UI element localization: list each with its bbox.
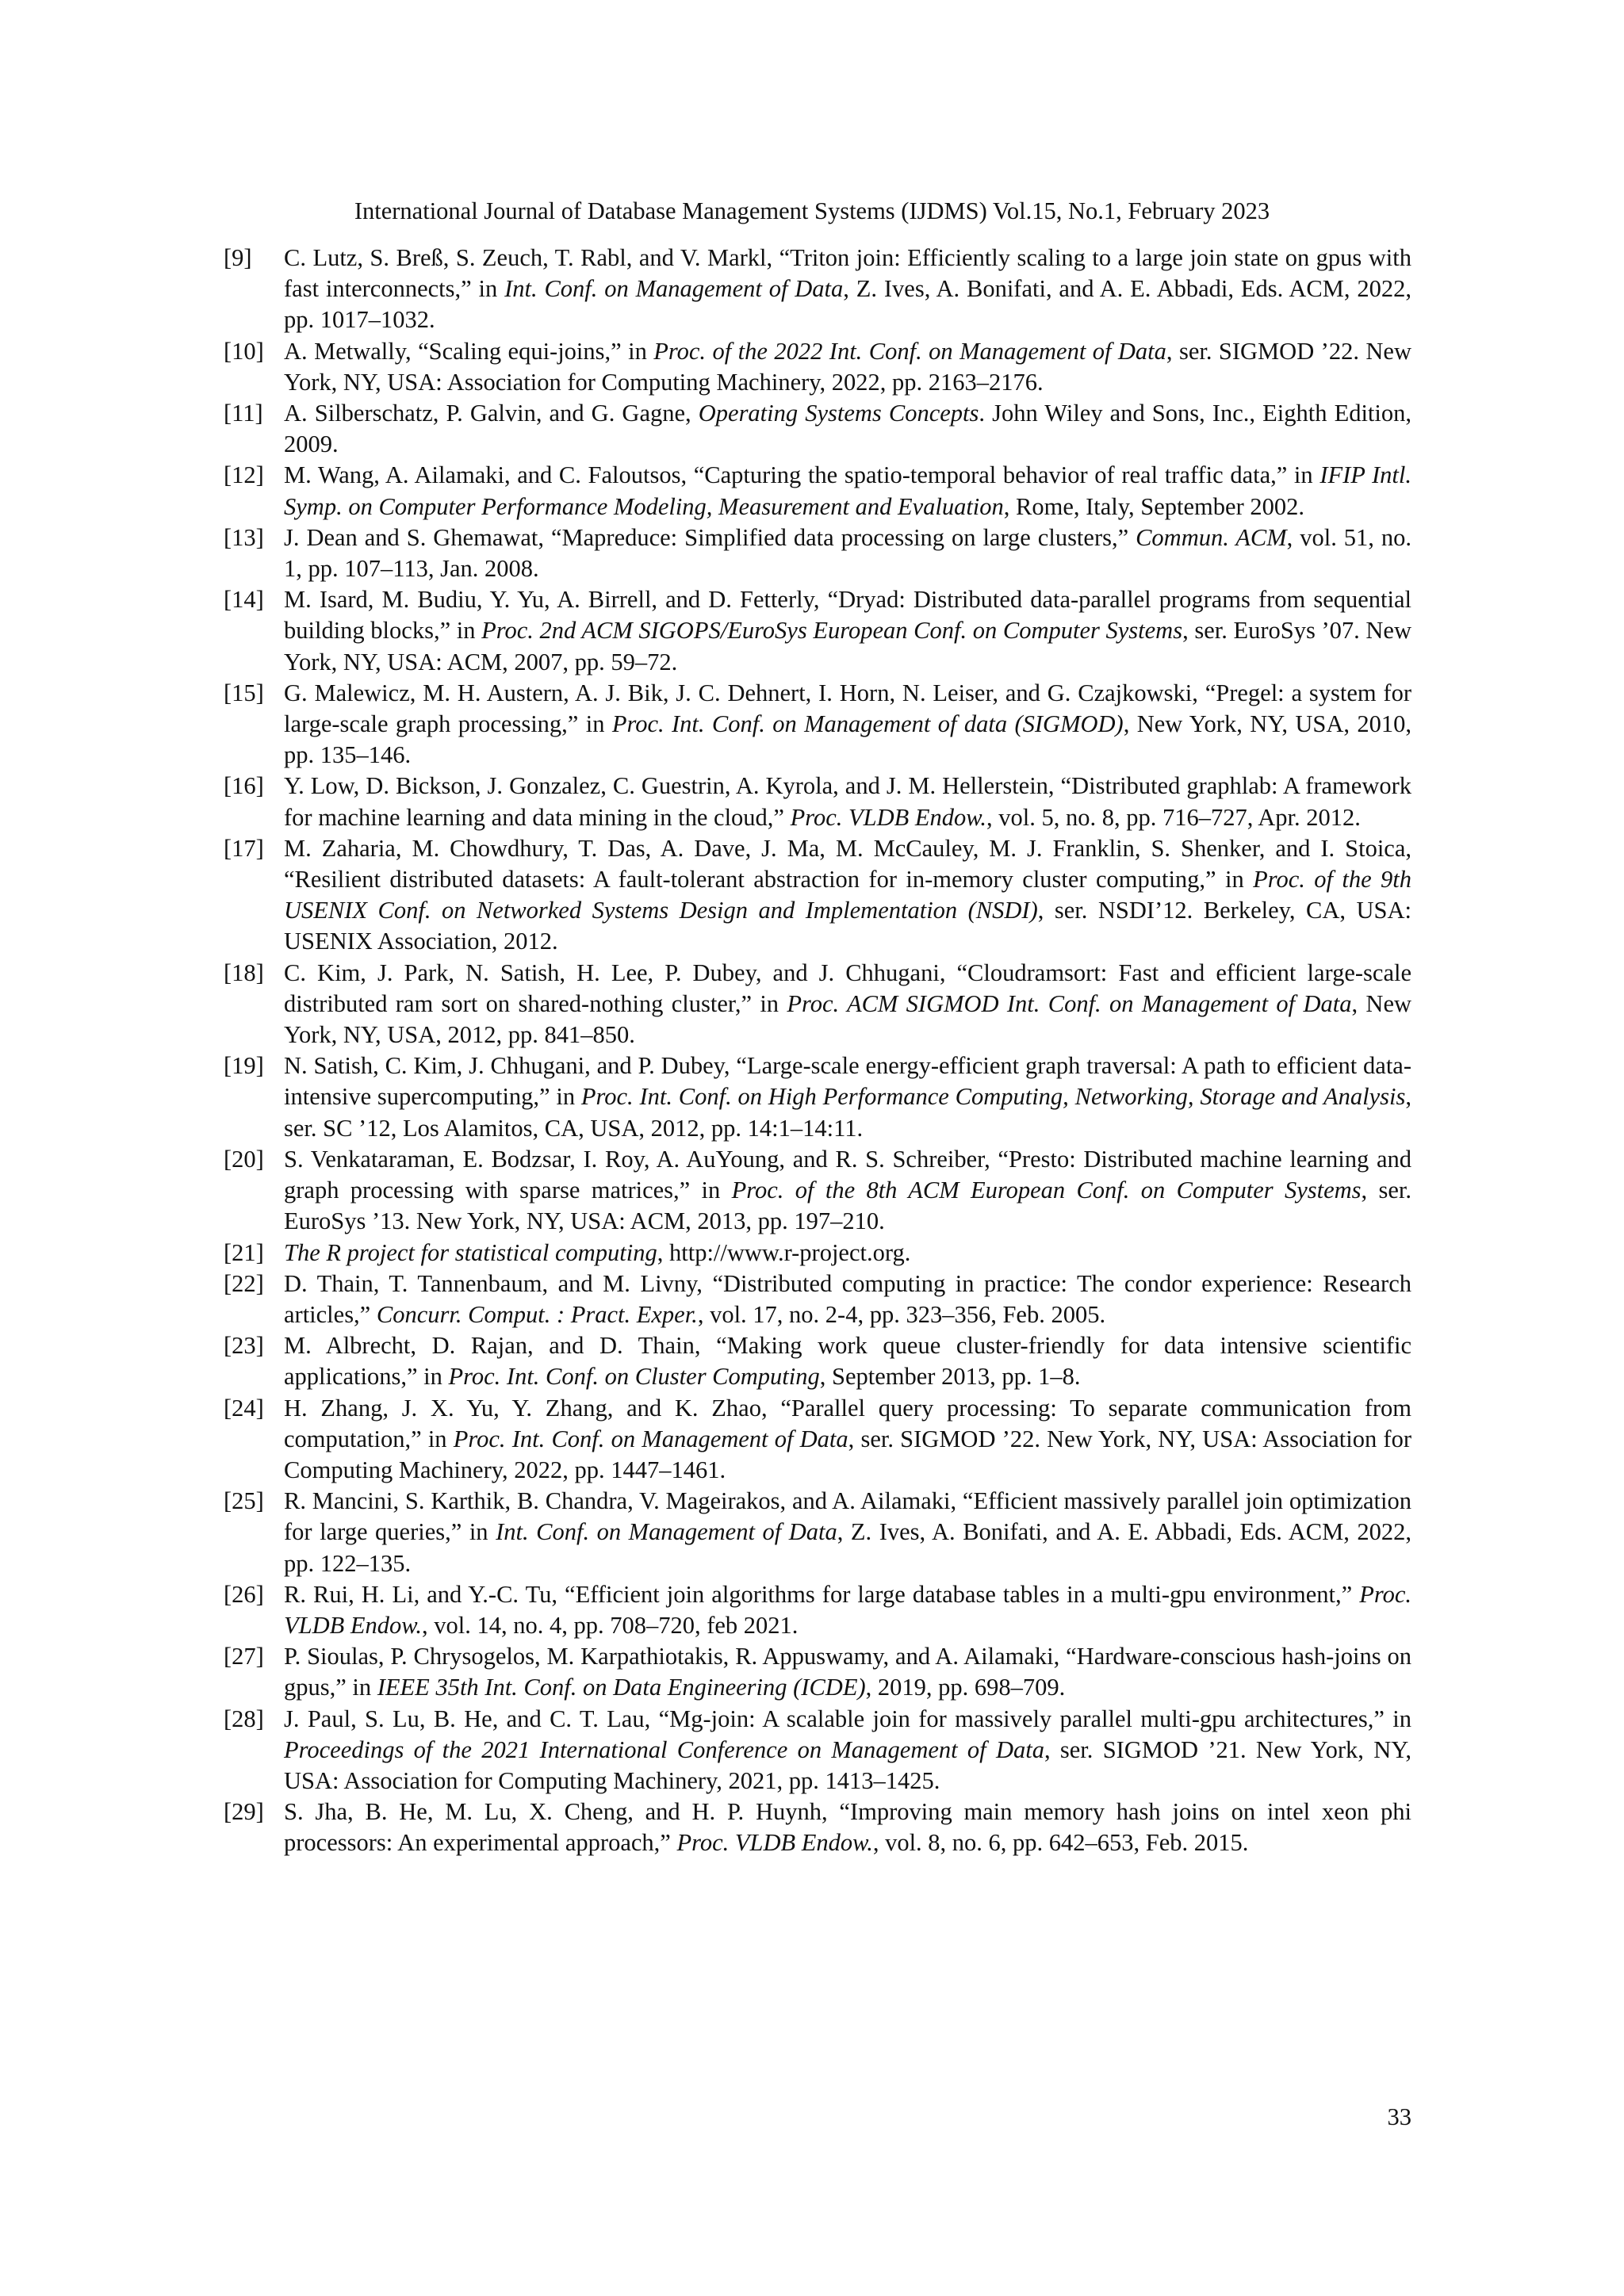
reference-segment: M. Wang, A. Ailamaki, and C. Faloutsos, “Capturing the spatio-temporal behavior of real traffic data,” in <box>284 461 1320 489</box>
reference-segment: , vol. 51, no. 1, pp. 107–113, Jan. 2008. <box>284 523 1411 583</box>
reference-text <box>284 522 1411 584</box>
reference-venue: Proc. Int. Conf. on Management of Data <box>453 1425 848 1452</box>
reference-entry <box>224 833 1411 958</box>
reference-number: [26] <box>224 1580 264 1608</box>
reference-segment: J. Dean and S. Ghemawat, “Mapreduce: Simplified data processing on large clusters,” <box>284 523 1136 551</box>
reference-entry <box>224 1050 1411 1144</box>
reference-segment: , 2019, pp. 698–709. <box>865 1674 1066 1701</box>
reference-entry <box>224 584 1411 678</box>
reference-segment: J. Paul, S. Lu, B. He, and C. T. Lau, “Mg-join: A scalable join for massively parallel multi-gpu architectures,” in <box>284 1705 1411 1732</box>
reference-segment: M. Isard, M. Budiu, Y. Yu, A. Birrell, and D. Fetterly, “Dryad: Distributed data-parallel programs from sequential building blocks,” in <box>284 586 1411 645</box>
reference-entry <box>224 1330 1411 1392</box>
reference-segment: S. Venkataraman, E. Bodzsar, I. Roy, A. AuYoung, and R. S. Schreiber, “Presto: Distributed machine learning and graph processing with sparse matrices,” in <box>284 1145 1411 1204</box>
reference-venue: Proc. VLDB Endow. <box>676 1829 873 1857</box>
reference-segment: S. Jha, B. He, M. Lu, X. Cheng, and H. P. Huynh, “Improving main memory hash joins on intel xeon phi processors: An experimental approach,” <box>284 1798 1411 1857</box>
reference-number: [25] <box>224 1487 264 1515</box>
reference-segment: G. Malewicz, M. H. Austern, A. J. Bik, J. C. Dehnert, I. Horn, N. Leiser, and G. Czajkowski, “Pregel: a system for large-scale graph processing,” in <box>284 679 1411 738</box>
reference-segment: H. Zhang, J. X. Yu, Y. Zhang, and K. Zhao, “Parallel query processing: To separate communication from computation,” in <box>284 1394 1411 1452</box>
reference-entry <box>224 1641 1411 1703</box>
reference-text <box>284 678 1411 771</box>
reference-text <box>284 1704 1411 1797</box>
reference-text <box>284 1797 1411 1858</box>
reference-entry <box>224 336 1411 398</box>
reference-segment: C. Kim, J. Park, N. Satish, H. Lee, P. Dubey, and J. Chhugani, “Cloudramsort: Fast and efficient large-scale distributed ram sort on shared-nothing cluster,” in <box>284 959 1411 1017</box>
reference-number: [13] <box>224 523 264 551</box>
reference-segment: , vol. 5, no. 8, pp. 716–727, Apr. 2012. <box>986 803 1361 831</box>
page-number: 33 <box>1387 2103 1411 2130</box>
reference-venue: IFIP Intl. Symp. on Computer Performance Modeling, Measurement and Evaluation <box>284 461 1411 520</box>
reference-entry <box>224 1797 1411 1858</box>
reference-segment: , ser. SIGMOD ’22. New York, NY, USA: Association for Computing Machinery, 2022, pp. 1447–1461. <box>284 1425 1411 1483</box>
reference-text <box>284 460 1411 522</box>
reference-text <box>284 1050 1411 1144</box>
reference-venue: Operating Systems Concepts <box>698 400 979 427</box>
reference-segment: , ser. NSDI’12. Berkeley, CA, USA: USENIX Association, 2012. <box>284 897 1411 955</box>
running-header: International Journal of Database Management Systems (IJDMS) Vol.15, No.1, February 2023 <box>354 197 1270 224</box>
reference-segment: , New York, NY, USA, 2012, pp. 841–850. <box>284 989 1412 1049</box>
reference-number: [10] <box>224 337 264 365</box>
reference-number: [18] <box>224 959 264 986</box>
reference-text <box>284 1393 1411 1487</box>
reference-entry <box>224 243 1411 336</box>
reference-segment: M. Albrecht, D. Rajan, and D. Thain, “Making work queue cluster-friendly for data intensive scientific applications,” in <box>284 1332 1411 1391</box>
reference-number: [15] <box>224 679 264 706</box>
reference-venue: Commun. ACM <box>1136 523 1287 551</box>
reference-text <box>284 1641 1411 1703</box>
reference-text <box>284 1486 1411 1579</box>
reference-segment: , New York, NY, USA, 2010, pp. 135–146. <box>284 710 1411 769</box>
reference-text <box>284 1144 1411 1238</box>
reference-segment: , ser. EuroSys ’07. New York, NY, USA: ACM, 2007, pp. 59–72. <box>284 617 1411 675</box>
reference-number: [29] <box>224 1798 264 1826</box>
reference-segment: , ser. EuroSys ’13. New York, NY, USA: ACM, 2013, pp. 197–210. <box>284 1177 1412 1235</box>
reference-entry <box>224 398 1411 460</box>
reference-number: [23] <box>224 1332 264 1360</box>
reference-venue: Proc. of the 8th ACM European Conf. on Computer Systems <box>731 1177 1362 1204</box>
reference-venue: Proc. ACM SIGMOD Int. Conf. on Management of Data <box>787 989 1352 1017</box>
reference-text <box>284 833 1411 958</box>
reference-number: [21] <box>224 1238 264 1266</box>
reference-text <box>284 398 1411 460</box>
reference-segment: , ser. SIGMOD ’22. New York, NY, USA: Association for Computing Machinery, 2022, pp. 2163–2176. <box>284 337 1411 396</box>
reference-number: [16] <box>224 772 264 800</box>
reference-text <box>284 584 1411 678</box>
reference-number: [17] <box>224 834 264 862</box>
reference-segment: , vol. 8, no. 6, pp. 642–653, Feb. 2015. <box>872 1829 1249 1857</box>
reference-segment: R. Rui, H. Li, and Y.-C. Tu, “Efficient join algorithms for large database tables in a multi-gpu environment,” <box>284 1580 1360 1608</box>
reference-text <box>284 1238 1411 1269</box>
reference-text <box>284 1330 1411 1392</box>
reference-number: [24] <box>224 1394 264 1422</box>
reference-entry <box>224 678 1411 771</box>
reference-entry <box>224 771 1411 832</box>
reference-segment: A. Silberschatz, P. Galvin, and G. Gagne, <box>284 400 699 427</box>
reference-segment: , http://www.r-project.org. <box>657 1238 911 1266</box>
reference-segment: A. Metwally, “Scaling equi-joins,” in <box>284 337 654 365</box>
reference-segment: N. Satish, C. Kim, J. Chhugani, and P. Dubey, “Large-scale energy-efficient graph traversal: A path to efficient data-intensive supercomputing,” in <box>284 1052 1411 1111</box>
reference-venue: Proc. VLDB Endow. <box>790 803 986 831</box>
reference-text <box>284 336 1411 398</box>
reference-text <box>284 1269 1411 1330</box>
reference-venue: Proceedings of the 2021 International Conference on Management of Data <box>284 1735 1044 1763</box>
reference-venue: Proc. of the 2022 Int. Conf. on Management of Data <box>653 337 1166 365</box>
reference-segment: , vol. 14, no. 4, pp. 708–720, feb 2021. <box>421 1611 799 1639</box>
reference-segment: , ser. SIGMOD ’21. New York, NY, USA: Association for Computing Machinery, 2021, pp. 1413–1425. <box>284 1735 1411 1794</box>
reference-number: [11] <box>224 400 263 427</box>
reference-text <box>284 958 1411 1051</box>
reference-segment: R. Mancini, S. Karthik, B. Chandra, V. Mageirakos, and A. Ailamaki, “Efficient massively parallel join optimization for large queries,” in <box>284 1487 1411 1546</box>
reference-segment: D. Thain, T. Tannenbaum, and M. Livny, “Distributed computing in practice: The condor experience: Research articles,” <box>284 1269 1411 1328</box>
reference-entry <box>224 958 1411 1051</box>
reference-number: [19] <box>224 1052 264 1080</box>
reference-venue: IEEE 35th Int. Conf. on Data Engineering (ICDE) <box>377 1674 866 1701</box>
reference-segment: , Rome, Italy, September 2002. <box>1003 492 1304 520</box>
reference-entry <box>224 522 1411 584</box>
reference-venue: Proc. Int. Conf. on High Performance Computing, Networking, Storage and Analysis <box>580 1083 1406 1111</box>
reference-number: [22] <box>224 1269 264 1297</box>
reference-segment: , Z. Ives, A. Bonifati, and A. E. Abbadi, Eds. ACM, 2022, pp. 122–135. <box>284 1518 1411 1577</box>
reference-number: [14] <box>224 586 264 614</box>
reference-segment: Y. Low, D. Bickson, J. Gonzalez, C. Guestrin, A. Kyrola, and J. M. Hellerstein, “Distributed graphlab: A framework for machine learning and data mining in the cloud,” <box>284 772 1411 831</box>
reference-segment: . John Wiley and Sons, Inc., Eighth Edition, 2009. <box>284 400 1411 458</box>
reference-segment: P. Sioulas, P. Chrysogelos, M. Karpathiotakis, R. Appuswamy, and A. Ailamaki, “Hardware-conscious hash-joins on gpus,” in <box>284 1643 1411 1701</box>
reference-segment: , Z. Ives, A. Bonifati, and A. E. Abbadi, Eds. ACM, 2022, pp. 1017–1032. <box>284 275 1411 334</box>
reference-entry <box>224 1393 1411 1487</box>
reference-entry <box>224 1486 1411 1579</box>
reference-number: [20] <box>224 1145 264 1173</box>
reference-venue: Proc. VLDB Endow. <box>284 1580 1411 1639</box>
reference-venue: Proc. of the 9th USENIX Conf. on Networked Systems Design and Implementation (NSDI) <box>284 866 1411 924</box>
reference-segment: M. Zaharia, M. Chowdhury, T. Das, A. Dave, J. Ma, M. McCauley, M. J. Franklin, S. Shenker, and I. Stoica, “Resilient distributed datasets: A fault-tolerant abstraction for in-memory cluster computing,” in <box>284 834 1411 894</box>
reference-entry <box>224 1269 1411 1330</box>
reference-segment: C. Lutz, S. Breß, S. Zeuch, T. Rabl, and V. Markl, “Triton join: Efficiently scaling to a large join state on gpus with fast interconnects,” in <box>284 244 1411 303</box>
reference-entry <box>224 460 1411 522</box>
reference-segment: , ser. SC ’12, Los Alamitos, CA, USA, 2012, pp. 14:1–14:11. <box>284 1083 1411 1142</box>
reference-segment: , vol. 17, no. 2-4, pp. 323–356, Feb. 2005. <box>697 1300 1106 1328</box>
reference-entry <box>224 1144 1411 1238</box>
reference-text <box>284 1579 1411 1641</box>
reference-number: [9] <box>224 244 252 271</box>
reference-list <box>224 243 1411 1859</box>
reference-venue: Proc. Int. Conf. on Cluster Computing <box>448 1363 820 1391</box>
reference-text <box>284 243 1411 336</box>
reference-venue: Int. Conf. on Management of Data <box>504 275 844 303</box>
reference-venue: Int. Conf. on Management of Data <box>496 1518 837 1546</box>
reference-segment: , September 2013, pp. 1–8. <box>819 1363 1081 1391</box>
reference-number: [12] <box>224 461 264 489</box>
reference-entry <box>224 1579 1411 1641</box>
reference-venue: Concurr. Comput. : Pract. Exper. <box>376 1300 698 1328</box>
reference-venue: Proc. 2nd ACM SIGOPS/EuroSys European Conf. on Computer Systems <box>481 617 1183 645</box>
reference-entry <box>224 1238 1411 1269</box>
reference-number: [28] <box>224 1705 264 1732</box>
reference-text <box>284 771 1411 832</box>
reference-venue: Proc. Int. Conf. on Management of data (SIGMOD) <box>611 710 1124 738</box>
reference-venue: The R project for statistical computing <box>284 1238 657 1266</box>
reference-number: [27] <box>224 1643 264 1670</box>
reference-entry <box>224 1704 1411 1797</box>
